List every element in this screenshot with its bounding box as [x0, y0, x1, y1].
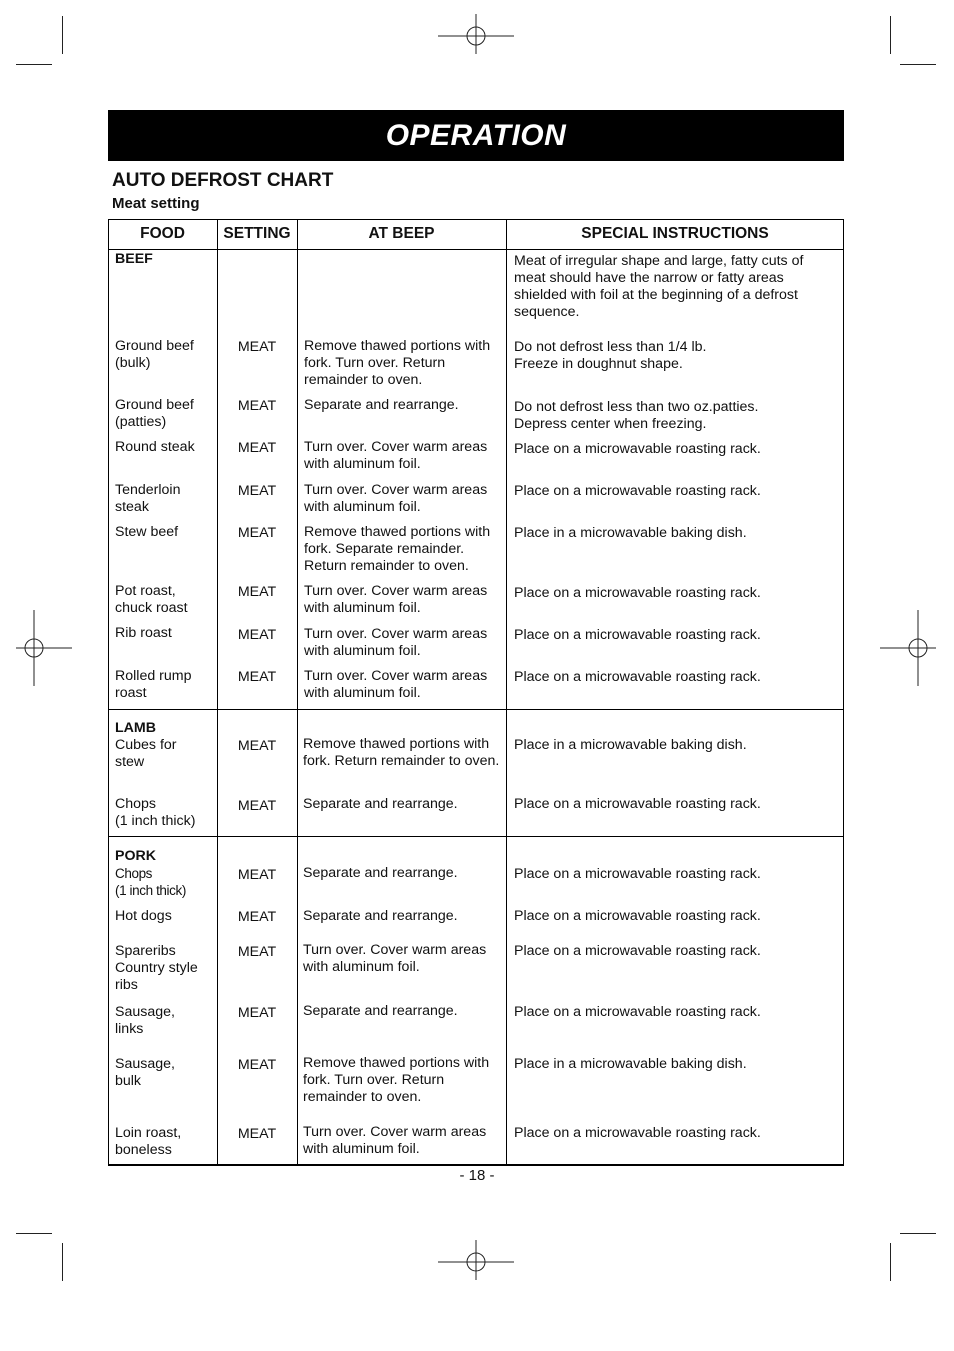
- food-cell: Ground beef (patties): [115, 397, 194, 430]
- at-beep-cell: Turn over. Cover warm areas with aluminum foil.: [303, 1124, 487, 1157]
- instructions-cell: Place in a microwavable baking dish.: [514, 1056, 747, 1072]
- food-cell: Stew beef: [115, 524, 179, 540]
- instructions-cell: Place in a microwavable baking dish.: [514, 525, 747, 541]
- column-header-at-beep: AT BEEP: [368, 225, 435, 242]
- column-divider: [217, 219, 218, 1166]
- section-heading-lamb: LAMB: [115, 720, 156, 736]
- setting-cell: MEAT: [237, 398, 277, 414]
- at-beep-cell: Remove thawed portions with fork. Return remainder to oven.: [303, 736, 500, 769]
- section-intro-beef: Meat of irregular shape and large, fatty cuts of meat should have the narrow or fatty areas shielded with foil at the beginning of a defrost sequence.: [514, 253, 804, 320]
- setting-cell: MEAT: [237, 525, 277, 541]
- chart-title: AUTO DEFROST CHART: [112, 170, 334, 191]
- at-beep-cell: Turn over. Cover warm areas with aluminum foil.: [304, 482, 488, 515]
- at-beep-cell: Remove thawed portions with fork. Separate remainder. Return remainder to oven.: [304, 524, 491, 574]
- food-cell: Ground beef (bulk): [115, 338, 194, 371]
- at-beep-cell: Separate and rearrange.: [303, 796, 458, 812]
- instructions-cell: Place on a microwavable roasting rack.: [514, 796, 761, 812]
- crop-mark: [16, 64, 52, 65]
- food-cell: Hot dogs: [115, 908, 172, 924]
- crop-mark: [890, 16, 891, 54]
- section-divider: [108, 836, 844, 837]
- crop-mark: [16, 1233, 52, 1234]
- food-cell: Chops (1 inch thick): [115, 866, 186, 898]
- food-cell: Rolled rump roast: [115, 668, 192, 701]
- registration-mark-icon: [0, 610, 72, 686]
- crop-mark: [62, 16, 63, 54]
- food-cell: Tenderloin steak: [115, 482, 181, 515]
- registration-mark-icon: [880, 610, 954, 686]
- food-cell: Sausage, links: [115, 1004, 175, 1037]
- setting-cell: MEAT: [237, 483, 277, 499]
- at-beep-cell: Remove thawed portions with fork. Turn over. Return remainder to oven.: [304, 338, 491, 388]
- setting-cell: MEAT: [237, 1126, 277, 1142]
- section-divider: [108, 709, 844, 710]
- setting-cell: MEAT: [237, 1005, 277, 1021]
- setting-cell: MEAT: [237, 1057, 277, 1073]
- instructions-cell: Place on a microwavable roasting rack.: [514, 1004, 761, 1020]
- crop-mark: [890, 1243, 891, 1281]
- at-beep-cell: Turn over. Cover warm areas with aluminum foil.: [303, 942, 487, 975]
- page-title: OPERATION: [385, 118, 567, 152]
- column-divider: [297, 219, 298, 1166]
- instructions-cell: Place on a microwavable roasting rack.: [514, 627, 761, 643]
- instructions-cell: Place on a microwavable roasting rack.: [514, 441, 761, 457]
- at-beep-cell: Turn over. Cover warm areas with aluminum foil.: [304, 583, 488, 616]
- setting-cell: MEAT: [237, 669, 277, 685]
- setting-cell: MEAT: [237, 909, 277, 925]
- food-cell: Cubes for stew: [115, 737, 177, 770]
- at-beep-cell: Remove thawed portions with fork. Turn over. Return remainder to oven.: [303, 1055, 490, 1105]
- at-beep-cell: Separate and rearrange.: [303, 908, 458, 924]
- instructions-cell: Place on a microwavable roasting rack.: [514, 1125, 761, 1141]
- instructions-cell: Place on a microwavable roasting rack.: [514, 669, 761, 685]
- at-beep-cell: Separate and rearrange.: [303, 865, 458, 881]
- food-cell: Rib roast: [115, 625, 172, 641]
- food-cell: Loin roast, boneless: [115, 1125, 182, 1158]
- section-heading-beef: BEEF: [115, 251, 153, 267]
- crop-mark: [62, 1243, 63, 1281]
- instructions-cell: Place on a microwavable roasting rack.: [514, 585, 761, 601]
- food-cell: Sausage, bulk: [115, 1056, 175, 1089]
- at-beep-cell: Turn over. Cover warm areas with aluminum foil.: [304, 626, 488, 659]
- instructions-cell: Place on a microwavable roasting rack.: [514, 483, 761, 499]
- page-number: - 18 -: [459, 1167, 495, 1184]
- at-beep-cell: Separate and rearrange.: [303, 1003, 458, 1019]
- section-banner: [108, 110, 844, 161]
- setting-cell: MEAT: [237, 627, 277, 643]
- column-header-setting: SETTING: [223, 225, 291, 242]
- setting-cell: MEAT: [237, 798, 277, 814]
- at-beep-cell: Turn over. Cover warm areas with aluminum foil.: [304, 439, 488, 472]
- food-cell: Spareribs Country style ribs: [115, 943, 198, 993]
- chart-subtitle: Meat setting: [112, 195, 200, 212]
- section-heading-pork: PORK: [115, 848, 156, 864]
- registration-mark-icon: [438, 0, 514, 74]
- setting-cell: MEAT: [237, 867, 277, 883]
- instructions-cell: Place on a microwavable roasting rack.: [514, 908, 761, 924]
- crop-mark: [900, 64, 936, 65]
- food-cell: Chops (1 inch thick): [115, 796, 196, 829]
- column-header-food: FOOD: [140, 225, 185, 242]
- food-cell: Pot roast, chuck roast: [115, 583, 188, 616]
- crop-mark: [900, 1233, 936, 1234]
- column-header-special-instructions: SPECIAL INSTRUCTIONS: [581, 225, 769, 242]
- at-beep-cell: Separate and rearrange.: [304, 397, 459, 413]
- column-divider: [506, 219, 507, 1166]
- at-beep-cell: Turn over. Cover warm areas with aluminum foil.: [304, 668, 488, 701]
- setting-cell: MEAT: [237, 440, 277, 456]
- setting-cell: MEAT: [237, 584, 277, 600]
- setting-cell: MEAT: [237, 738, 277, 754]
- instructions-cell: Place on a microwavable roasting rack.: [514, 866, 761, 882]
- header-divider: [108, 249, 844, 250]
- registration-mark-icon: [438, 1224, 514, 1300]
- setting-cell: MEAT: [237, 339, 277, 355]
- instructions-cell: Do not defrost less than 1/4 lb. Freeze in doughnut shape.: [514, 339, 707, 372]
- instructions-cell: Do not defrost less than two oz.patties. Depress center when freezing.: [514, 399, 759, 432]
- food-cell: Round steak: [115, 439, 195, 455]
- instructions-cell: Place in a microwavable baking dish.: [514, 737, 747, 753]
- setting-cell: MEAT: [237, 944, 277, 960]
- instructions-cell: Place on a microwavable roasting rack.: [514, 943, 761, 959]
